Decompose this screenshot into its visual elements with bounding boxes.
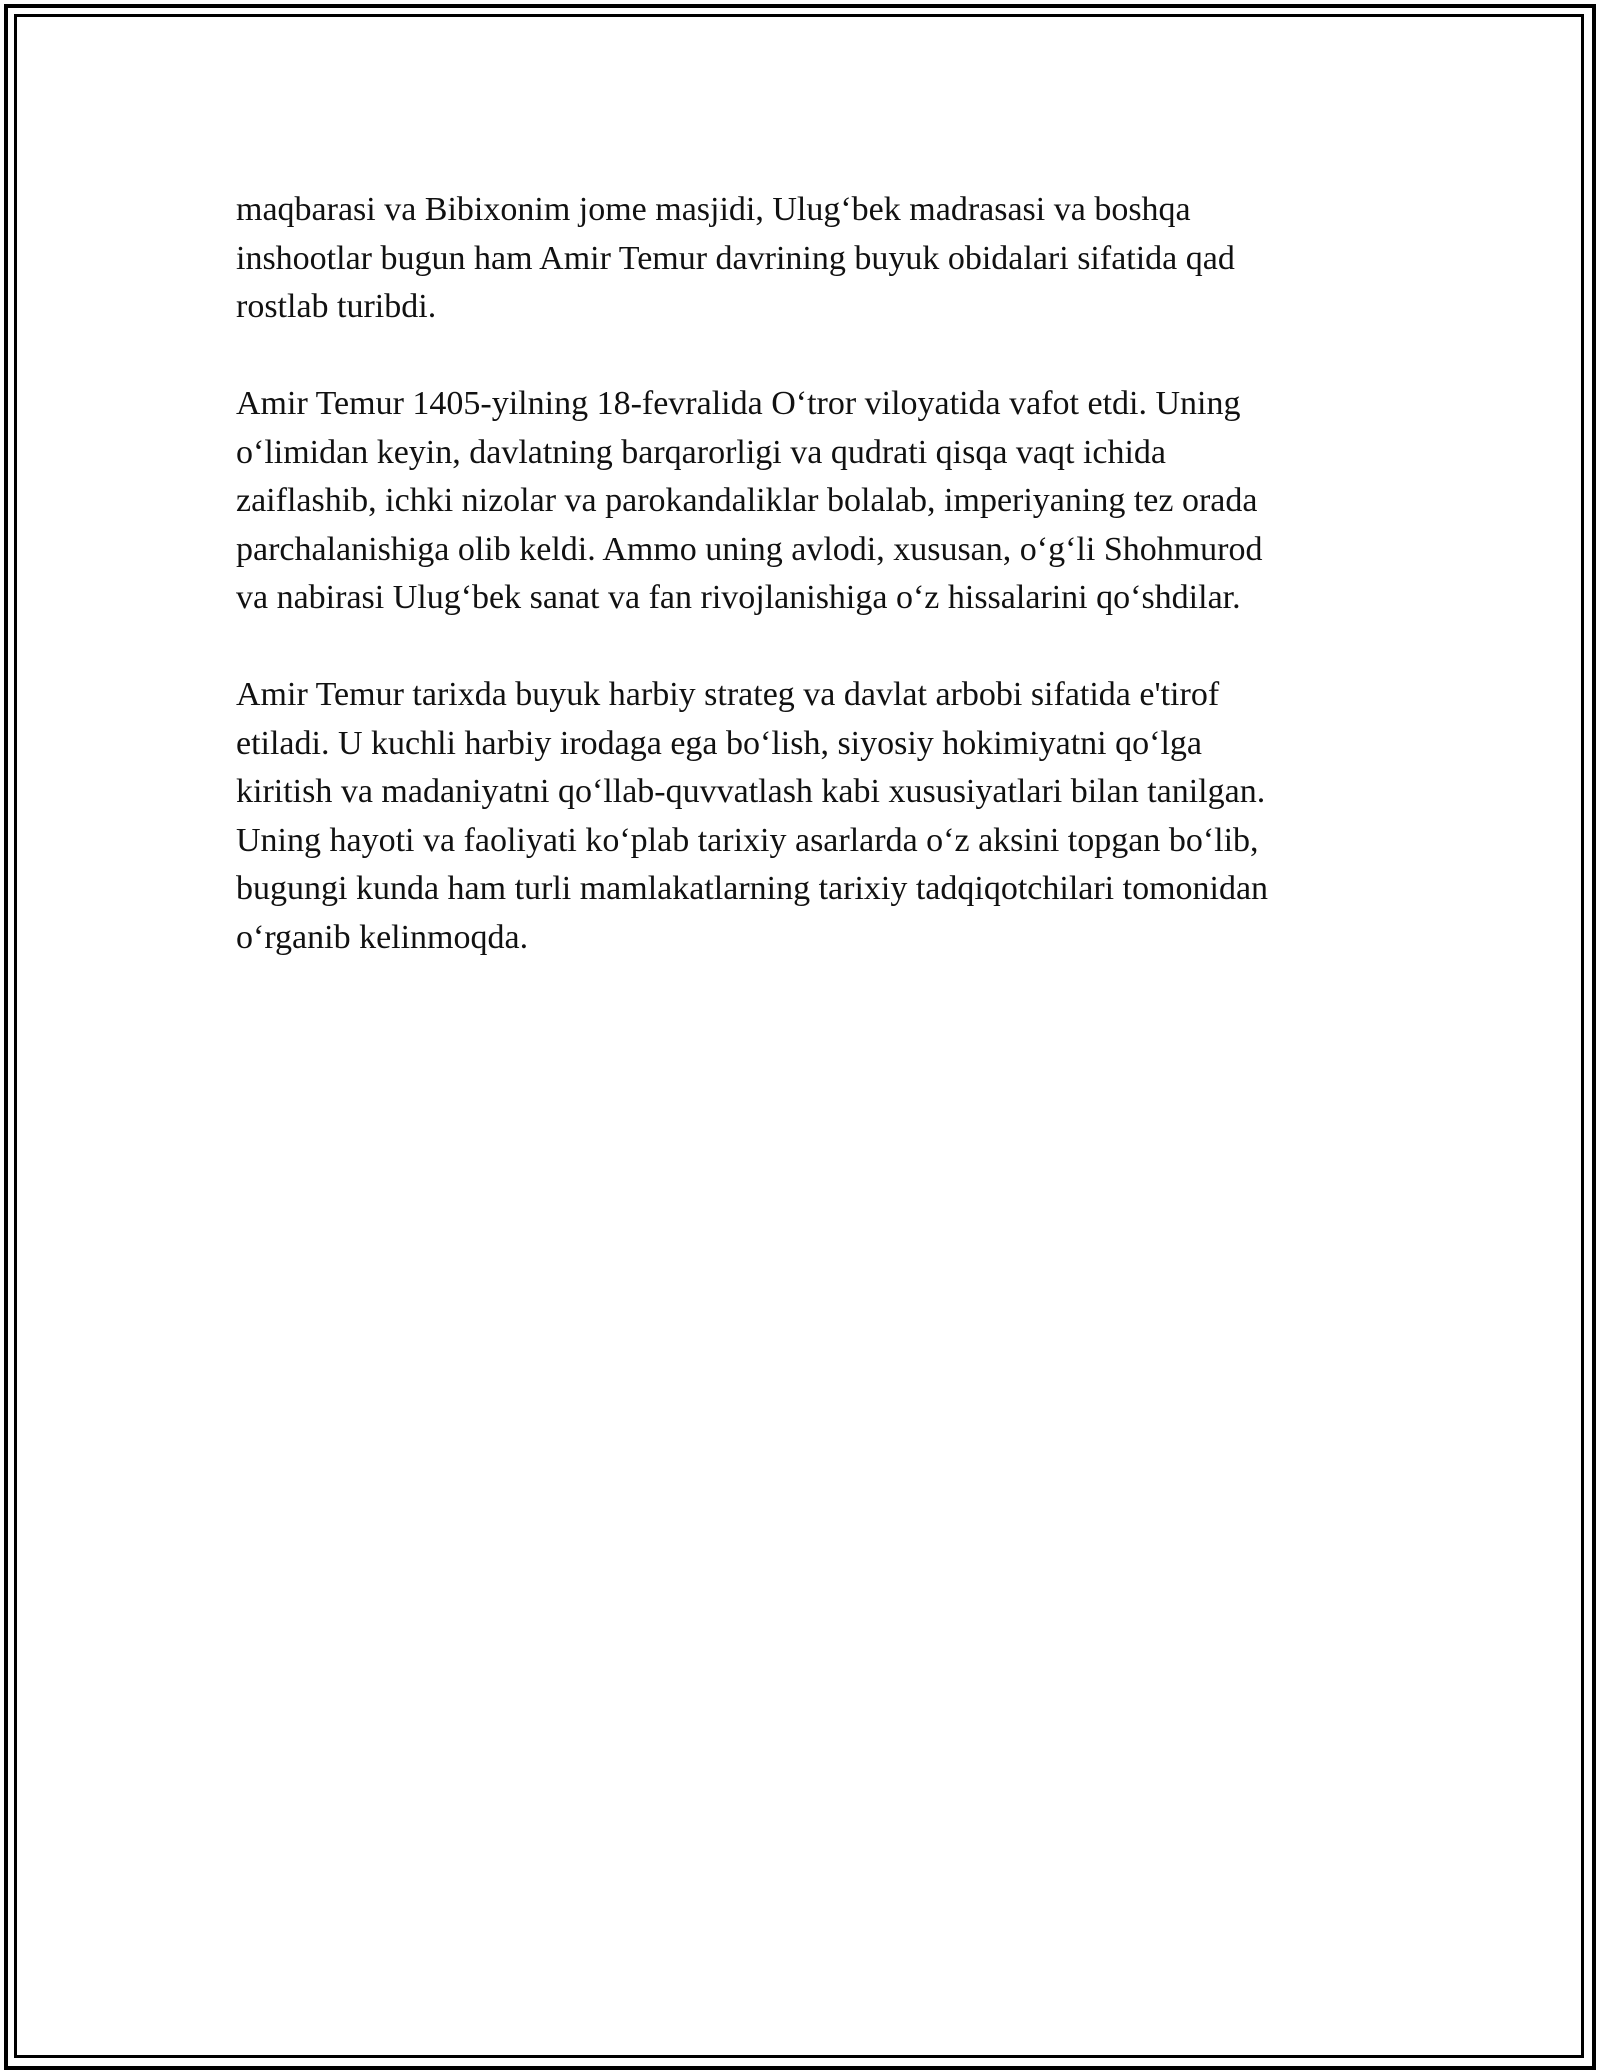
text-line: rostlab turibdi. <box>236 288 437 325</box>
document-body <box>236 186 1366 1011</box>
text-line: zaiflashib, ichki nizolar va parokandaliklar bolalab, imperiyaning tez orada <box>236 482 1258 519</box>
text-line: va nabirasi Ulug‘bek sanat va fan rivojlanishiga o‘z hissalarini qo‘shdilar. <box>236 579 1241 616</box>
text-line: etiladi. U kuchli harbiy irodaga ega bo‘lish, siyosiy hokimiyatni qo‘lga <box>236 724 1202 762</box>
text-line: kiritish va madaniyatni qo‘llab-quvvatlash kabi xususiyatlari bilan tanilgan. <box>236 773 1266 810</box>
text-line: o‘rganib kelinmoqda. <box>236 918 529 956</box>
paragraph-3 <box>236 671 1366 962</box>
text-line: Amir Temur tarixda buyuk harbiy strateg va davlat arbobi sifatida e'tirof <box>236 676 1220 713</box>
text-line: o‘limidan keyin, davlatning barqarorligi va qudrati qisqa vaqt ichida <box>236 433 1167 471</box>
paragraph-1 <box>236 186 1366 332</box>
paragraph-2 <box>236 380 1366 623</box>
text-line: bugungi kunda ham turli mamlakatlarning tarixiy tadqiqotchilari tomonidan <box>236 870 1269 907</box>
text-line: maqbarasi va Bibixonim jome masjidi, Ulug‘bek madrasasi va boshqa <box>236 191 1191 228</box>
text-line: inshootlar bugun ham Amir Temur davrining buyuk obidalari sifatida qad <box>236 239 1235 277</box>
text-line: parchalanishiga olib keldi. Ammo uning avlodi, xususan, o‘g‘li Shohmurod <box>236 530 1263 568</box>
text-line: Uning hayoti va faoliyati ko‘plab tarixiy asarlarda o‘z aksini topgan bo‘lib, <box>236 821 1259 859</box>
text-line: Amir Temur 1405-yilning 18-fevralida O‘tror viloyatida vafot etdi. Uning <box>236 385 1241 422</box>
